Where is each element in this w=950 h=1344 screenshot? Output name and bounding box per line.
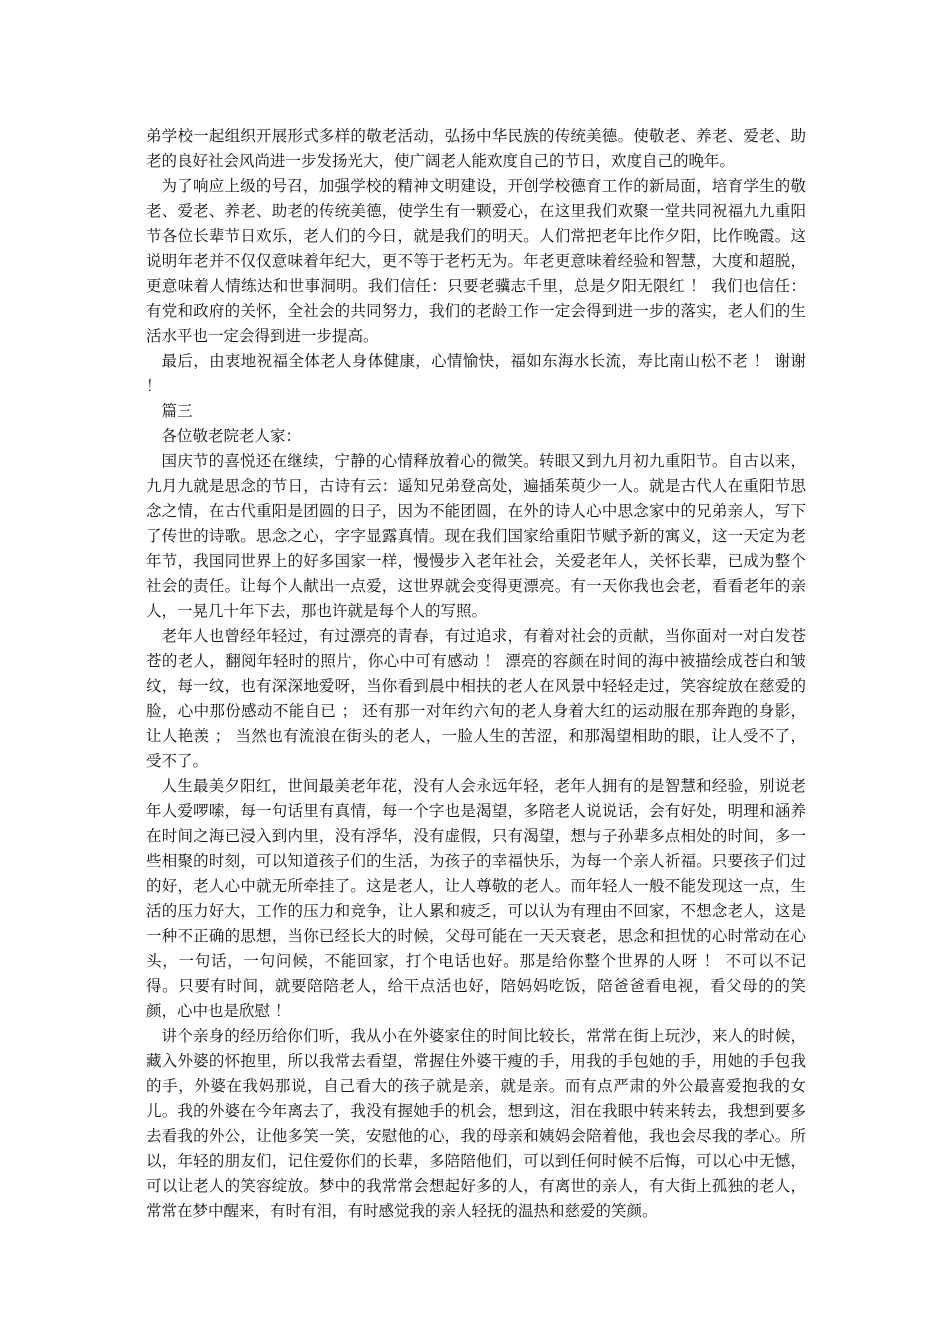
paragraph: 老年人也曾经年轻过，有过漂亮的青春，有过追求，有着对社会的贡献，当你面对一对白发苍苍的老人，翻阅年轻时的照片，你心中可有感动 ！ 漂亮的容颜在时间的海中被描绘成苍白和皱纹，每一纹，也有深深地爱呀，当你看到晨中相扶的老人在风景中轻轻走过，笑容绽放在慈爱的脸，心中那份感动不能自已 ； 还有那一对年约六旬的老人身着大红的运动服在那奔跑的身影，让人艳羡 ； 当然也有流浪在街头的老人，一脸人生的苦涩，和那渴望相助的眼，让人受不了，受不了。 (146, 627, 806, 770)
salutation: 各位敬老院老人家： (161, 427, 302, 445)
paragraph: 为了响应上级的号召，加强学校的精神文明建设，开创学校德育工作的新局面，培育学生的敬老、爱老、养老、助老的传统美德，使学生有一颗爱心，在这里我们欢聚一堂共同祝福九九重阳节各位长辈节日欢乐，老人们的今日，就是我们的明天。人们常把老年比作夕阳，比作晚霞。这说明年老并不仅仅意味着年纪大，更不等于老朽无为。年老更意味着经验和智慧，大度和超脱，更意味着人情练达和世事洞明。我们信任：只要老骥志千里，总是夕阳无限红 ！ 我们也信任：有党和政府的关怀，全社会的共同努力，我们的老龄工作一定会得到进一步的落实，老人们的生活水平也一定会得到进一步提高。 (146, 177, 806, 345)
document-body (146, 124, 806, 1224)
paragraph: 人生最美夕阳红，世间最美老年花，没有人会永远年轻，老年人拥有的是智慧和经验，别说老年人爱啰嗦，每一句话里有真情，每一个字也是渴望，多陪老人说说话，会有好处，明理和涵养在时间之海已浸入到内里，没有浮华，没有虚假，只有渴望，想与子孙辈多点相处的时间，多一些相聚的时刻，可以知道孩子们的生活，为孩子的幸福快乐，为每一个亲人祈福。只要孩子们过的好，老人心中就无所牵挂了。这是老人，让人尊敬的老人。而年轻人一般不能发现这一点，生活的压力好大，工作的压力和竞争，让人累和疲乏，可以认为有理由不回家，不想念老人，这是一种不正确的思想，当你已经长大的时候，父母可能在一天天衰老，思念和担忧的心时常动在心头，一句话，一句问候，不能回家，打个电话也好。那是给你整个世界的人呀 ！ 不可以不记得。只要有时间，就要陪陪老人，给干点活也好，陪妈妈吃饭，陪爸爸看电视，看父母的的笑颜，心中也是欣慰 ！ (146, 777, 806, 1020)
section-heading: 篇三 (161, 402, 193, 420)
paragraph: 弟学校一起组织开展形式多样的敬老活动，弘扬中华民族的传统美德。使敬老、养老、爱老、助老的良好社会风尚进一步发扬光大，使广阔老人能欢度自己的节日，欢度自己的晚年。 (146, 127, 806, 170)
paragraph: 最后，由衷地祝福全体老人身体健康，心情愉快，福如东海水长流，寿比南山松不老 ！ 谢谢 ！ (146, 352, 806, 395)
paragraph: 讲个亲身的经历给你们听，我从小在外婆家住的时间比较长，常常在街上玩沙，来人的时候，藏入外婆的怀抱里，所以我常去看望，常握住外婆干瘦的手，用我的手包她的手，用她的手包我的手，外婆在我妈那说，自己看大的孩子就是亲，就是亲。而有点严肃的外公最喜爱抱我的女儿。我的外婆在今年离去了，我没有握她手的机会，想到这，泪在我眼中转来转去，我想到要多去看我的外公，让他多笑一笑，安慰他的心，我的母亲和姨妈会陪着他，我也会尽我的孝心。所以，年轻的朋友们，记住爱你们的长辈，多陪陪他们，可以到任何时候不后悔，可以心中无憾，可以让老人的笑容绽放。梦中的我常常会想起好多的人，有离世的亲人，有大街上孤独的老人，常常在梦中醒来，有时有泪，有时感觉我的亲人轻抚的温热和慈爱的笑颜。 (146, 1027, 806, 1220)
paragraph: 国庆节的喜悦还在继续，宁静的心情释放着心的微笑。转眼又到九月初九重阳节。自古以来，九月九就是思念的节日，古诗有云：遥知兄弟登高处，遍插茱萸少一人。就是古代人在重阳节思念之情，在古代重阳是团圆的日子，因为不能团圆，在外的诗人心中思念家中的兄弟亲人，写下了传世的诗歌。思念之心，字字显露真情。现在我们国家给重阳节赋予新的寓义，这一天定为老年节，我国同世界上的好多国家一样，慢慢步入老年社会，关爱老年人，关怀长辈，已成为整个社会的责任。让每个人献出一点爱，这世界就会变得更漂亮。有一天你我也会老，看看老年的亲人，一晃几十年下去，那也许就是每个人的写照。 (146, 452, 806, 620)
